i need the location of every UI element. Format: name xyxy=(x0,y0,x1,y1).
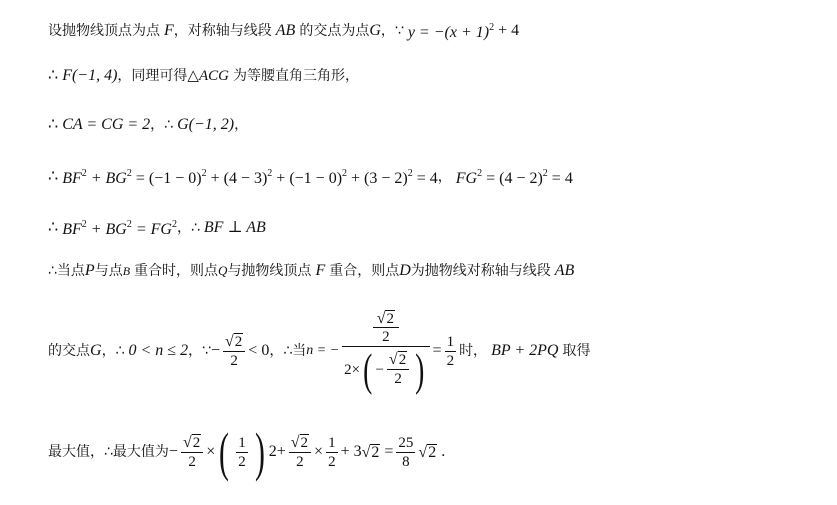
times-sign: × xyxy=(314,443,324,460)
text: 设抛物线顶点为点 xyxy=(48,22,160,39)
text: 时， xyxy=(459,343,488,359)
point-G: G(−1, 2) xyxy=(177,116,235,133)
equals-sign: = xyxy=(384,443,394,460)
var-F: F xyxy=(315,262,326,279)
exponent: 2 xyxy=(489,22,495,33)
equation: CA = CG = 2 xyxy=(62,116,151,133)
point-F: F(−1, 4) xyxy=(62,67,118,84)
term: + BG xyxy=(90,170,127,187)
term: BF xyxy=(62,170,82,187)
line-2 xyxy=(48,66,359,86)
line-8: 最大值，∴最大值为 − √ 2 2 × ( $\frac{1}{2}$ ) 2 + √ 2 2 × $\frac{1}{2}$ + 3 √ 2 = $\frac{25}{8}$ √ 2 . xyxy=(48,422,446,482)
separator: ， xyxy=(437,168,452,185)
term: + BG xyxy=(90,221,127,238)
text: 的交点为点 xyxy=(299,22,370,39)
text: 重合，则点 xyxy=(329,263,400,279)
term: = (−1 − 0) xyxy=(135,170,202,187)
expression: BP + 2PQ xyxy=(491,342,559,359)
var-P: P xyxy=(84,262,95,279)
therefore-symbol: ∴ xyxy=(48,116,59,133)
n-equals: n = − xyxy=(306,343,340,358)
text: 与点 xyxy=(94,263,123,279)
var-F: F xyxy=(164,21,174,39)
var-B: B xyxy=(122,264,131,278)
term: = (4 − 2) xyxy=(486,170,543,187)
term: = 4 xyxy=(416,170,438,187)
equation: y = −(x + 1) xyxy=(407,24,490,41)
line-6 xyxy=(48,261,574,281)
term: = FG xyxy=(135,221,172,238)
equation-tail: + 4 xyxy=(498,21,520,39)
term: + (4 − 3) xyxy=(210,170,268,187)
text: ，∵ xyxy=(188,343,211,359)
plus-three: + 3 xyxy=(340,443,362,460)
var-G: G xyxy=(369,21,381,39)
term: BF xyxy=(62,221,82,238)
fraction-one-half: $\frac{1}{2}$ xyxy=(238,434,246,470)
text: ，∴ xyxy=(176,219,200,236)
text: 最大值，∴最大值为 xyxy=(48,444,169,460)
therefore-symbol: ∴ xyxy=(48,67,59,84)
line-3 xyxy=(48,115,248,135)
equals-sign: = xyxy=(432,342,442,359)
text: 的交点 xyxy=(48,343,90,359)
period: . xyxy=(441,443,446,460)
sqrt-2: √ 2 xyxy=(418,443,437,461)
var-Q: Q xyxy=(218,263,228,278)
fraction-n-value: √ 2 2 2× ( − √ 2 2 ) xyxy=(342,310,429,393)
text: 重合时，则点 xyxy=(134,263,219,279)
var-G: G xyxy=(90,342,102,359)
text: ，∵ xyxy=(380,22,404,39)
therefore-symbol: ∴ xyxy=(48,167,59,185)
inequality: 0 < n ≤ 2 xyxy=(128,342,189,359)
text: 为等腰直角三角形， xyxy=(232,68,359,84)
var-D: D xyxy=(399,262,411,279)
minus-sign: − xyxy=(210,342,221,359)
line-5: ∴ $BF^2 + BG^2 = FG^2$ ，∴ BF ⊥ AB xyxy=(48,218,266,238)
line-1 xyxy=(48,18,519,43)
var-AB: AB xyxy=(275,21,296,39)
exponent: 2 xyxy=(268,443,277,460)
text: 与抛物线顶点 xyxy=(227,263,312,279)
times-sign: × xyxy=(206,443,216,460)
text: ， xyxy=(234,117,249,133)
fraction-neg-sqrt2-over-2: √ 2 2 xyxy=(223,333,245,370)
therefore-symbol: ∴ xyxy=(48,218,59,236)
var-AB: AB xyxy=(554,262,575,279)
term: = 4 xyxy=(551,170,573,187)
fraction-25-over-8: $\frac{25}{8}$ xyxy=(398,434,414,470)
fraction-sqrt2-over-2: √ 2 2 xyxy=(181,434,203,471)
text: ，∴ xyxy=(101,343,125,359)
text: ，对称轴与线段 xyxy=(173,22,272,39)
text: 为抛物线对称轴与线段 xyxy=(410,263,551,279)
text: 取得 xyxy=(562,343,591,359)
less-than-zero: < 0 xyxy=(248,342,270,359)
text: ∴当点 xyxy=(48,263,85,279)
line-7 xyxy=(48,298,590,404)
term: + (−1 − 0) xyxy=(276,170,343,187)
term: + (3 − 2) xyxy=(351,170,408,187)
fraction-sqrt2-over-2: √ 2 2 xyxy=(289,434,311,471)
plus-sign: + xyxy=(276,443,286,460)
term: FG xyxy=(455,170,478,187)
minus-sign: − xyxy=(168,443,178,460)
text: ，同理可得 xyxy=(117,68,188,84)
line-4: ∴ $BF^2 + BG^2 = (-1 - 0)^2 + (4 - 3)^2 + (-1 - 0)^2 + (3 - 2)^2 = 4$ ， $FG^2 = (4 - 2)^2 = 4$ xyxy=(48,167,573,187)
perpendicular-statement: BF ⊥ AB xyxy=(203,218,266,236)
text: ，∴当 xyxy=(269,343,307,359)
sqrt-2: √ 2 xyxy=(361,443,380,461)
fraction-one-half: $\frac{1}{2}$ xyxy=(446,333,455,369)
fraction-one-half: $\frac{1}{2}$ xyxy=(328,434,336,470)
text: ，∴ xyxy=(150,117,174,133)
triangle-ACG: △ACG xyxy=(187,68,229,84)
